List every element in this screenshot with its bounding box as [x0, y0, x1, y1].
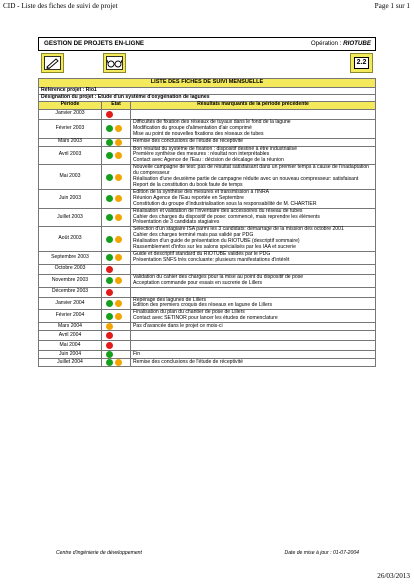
section-badge	[350, 53, 373, 73]
row-results	[131, 331, 376, 341]
orange-status-icon	[115, 300, 122, 307]
result-line: Cahier des charges du dispositif de pose: commencé, mais reprendre les éléments	[133, 213, 320, 220]
result-line: Guide et descriptif standard du RIOTUBE validés par le PDG	[133, 250, 271, 257]
orange-status-icon	[115, 139, 122, 146]
row-results	[131, 351, 376, 359]
table-row[interactable]	[39, 165, 376, 190]
result-line: Fin	[133, 350, 141, 357]
result-line: Cahier des charges terminé mais pas validé par PDG	[133, 232, 254, 239]
result-line: Rassemblement d'infos sur les salons spécialisés par les IAA et sucrerie	[133, 244, 296, 251]
orange-status-icon	[106, 323, 113, 330]
footer-update-date: Date de mise à jour : 01-07-2004	[284, 550, 359, 556]
row-state	[102, 323, 131, 331]
table-row[interactable]	[39, 109, 376, 119]
row-period: Septembre 2003	[39, 251, 102, 264]
print-date: 26/03/2013	[377, 572, 410, 580]
result-line: Pas d'avancée dans le projet ce mois-ci	[133, 322, 223, 329]
column-header-period: Période	[39, 101, 102, 109]
row-period: Juillet 2004	[39, 359, 102, 367]
row-period: Mai 2004	[39, 341, 102, 351]
table-row[interactable]	[39, 287, 376, 297]
row-results	[131, 341, 376, 351]
result-line: Finalisation du plan du chantier de pose de Lillers	[133, 309, 245, 316]
table-row[interactable]	[39, 208, 376, 227]
orange-status-icon	[115, 359, 122, 366]
result-line: Constitution du groupe d'industrialisation sous la responsabilité de M. CHARTIER	[133, 200, 317, 207]
result-line: Difficultés de fixation des réseaux de tuyaux dans le fond de la lagune	[133, 118, 291, 125]
orange-status-icon	[115, 236, 122, 243]
green-status-icon	[106, 236, 113, 243]
orange-status-icon	[115, 214, 122, 221]
row-period: Février 2003	[39, 119, 102, 138]
green-status-icon	[106, 152, 113, 159]
operation-value: RIOTUBE	[343, 40, 371, 47]
row-results	[131, 189, 376, 208]
footer-organisation: Centre d'ingénierie de développement	[56, 550, 142, 556]
green-status-icon	[106, 313, 113, 320]
result-line: Réalisation et validation de l'inventaire des accessoires du réseau de tubes	[133, 207, 303, 214]
project-reference: Référence projet : Rio1	[39, 88, 376, 95]
row-period: Octobre 2003	[39, 264, 102, 274]
row-results	[131, 119, 376, 138]
row-results	[131, 138, 376, 146]
orange-status-icon	[115, 313, 122, 320]
row-results	[131, 227, 376, 252]
result-line: Acceptation commande pour essais en sucrerie de Lillers	[133, 279, 263, 286]
row-state	[102, 227, 131, 252]
row-period: Juin 2004	[39, 351, 102, 359]
row-period: Juillet 2003	[39, 208, 102, 227]
row-state	[102, 109, 131, 119]
app-title: GESTION DE PROJETS EN-LIGNE	[44, 40, 145, 47]
green-status-icon	[106, 195, 113, 202]
row-state	[102, 138, 131, 146]
row-state	[102, 287, 131, 297]
result-line: Réalisation d'une deuxième partie de campagne réduite avec un nouveau compresseur: satisfaisant	[133, 176, 359, 183]
result-line: Edition de la synthèse des mesures et transmission à l'INRA	[133, 188, 270, 195]
orange-status-icon	[115, 277, 122, 284]
result-line: Report de la constitution du book faute de temps	[133, 181, 243, 188]
result-line: Sélection d'un stagiaire ISA parmi les 3 candidats: démarrage de la mission dès octobre 2001	[133, 226, 344, 233]
row-results	[131, 287, 376, 297]
pen-icon	[44, 56, 61, 70]
result-line: Réunion Agence de l'Eau reportée en Septembre	[133, 194, 244, 201]
row-state	[102, 146, 131, 165]
document-title: CID - Liste des fiches de suivi de projet	[3, 2, 118, 10]
row-period: Février 2004	[39, 310, 102, 323]
result-line: Mise au point de nouvelles fixations des réseaux de tubes	[133, 130, 264, 137]
edit-button[interactable]	[41, 53, 64, 73]
green-status-icon	[106, 125, 113, 132]
row-state	[102, 274, 131, 287]
green-status-icon	[106, 351, 113, 358]
table-row[interactable]	[39, 274, 376, 287]
column-header-results: Résultats marquants de la période précédente	[131, 101, 376, 109]
table-row[interactable]	[39, 251, 376, 264]
row-results	[131, 359, 376, 367]
red-status-icon	[106, 332, 113, 339]
result-line: Edition des premiers croquis des réseaux en lagune de Lillers	[133, 302, 273, 309]
section-number: 2.2	[354, 57, 369, 69]
row-period: Juin 2003	[39, 189, 102, 208]
row-results	[131, 274, 376, 287]
row-state	[102, 165, 131, 190]
app-header	[38, 37, 376, 51]
view-button[interactable]	[103, 53, 126, 73]
orange-status-icon	[115, 254, 122, 261]
result-line: Contact avec Agence de l'Eau : décision de décalage de la réunion	[133, 157, 284, 164]
row-state	[102, 351, 131, 359]
table-row[interactable]	[39, 264, 376, 274]
green-status-icon	[106, 277, 113, 284]
result-line: Réalisation d'un guide de présentation du RIOTUBE (descriptif sommaire)	[133, 238, 300, 245]
row-results	[131, 208, 376, 227]
row-state	[102, 119, 131, 138]
row-period: Avril 2003	[39, 146, 102, 165]
result-line: Remise des conclusions de l'étude de réceptivité	[133, 138, 243, 145]
table-row[interactable]	[39, 351, 376, 359]
row-results	[131, 323, 376, 331]
row-period: Janvier 2004	[39, 297, 102, 310]
print-header	[0, 0, 414, 12]
row-state	[102, 331, 131, 341]
table-row[interactable]	[39, 146, 376, 165]
row-state	[102, 341, 131, 351]
green-status-icon	[106, 174, 113, 181]
result-line: Nouvelle campagne de test: pas de résultat satisfaisant dans un premier temps à cause de l'inadaptation du compresseur	[133, 164, 369, 177]
table-row[interactable]	[39, 297, 376, 310]
result-line: Présentation de 3 candidats stagiaires	[133, 219, 220, 226]
red-status-icon	[106, 342, 113, 349]
page-number: Page 1 sur 1	[374, 2, 410, 10]
table-row[interactable]	[39, 341, 376, 351]
table-row[interactable]	[39, 310, 376, 323]
row-period: Novembre 2003	[39, 274, 102, 287]
result-line: Remise des conclusions de l'étude de réceptivité	[133, 358, 243, 365]
row-state	[102, 310, 131, 323]
table-row[interactable]	[39, 119, 376, 138]
orange-status-icon	[115, 152, 122, 159]
table-row[interactable]	[39, 138, 376, 146]
table-row[interactable]	[39, 189, 376, 208]
followup-table	[38, 78, 376, 367]
row-period: Mars 2004	[39, 323, 102, 331]
row-results	[131, 310, 376, 323]
row-period: Avril 2004	[39, 331, 102, 341]
table-title: LISTE DES FICHES DE SUIVI MENSUELLE	[39, 79, 376, 88]
green-status-icon	[106, 214, 113, 221]
row-state	[102, 251, 131, 264]
table-row[interactable]	[39, 227, 376, 252]
table-row[interactable]	[39, 323, 376, 331]
row-period: Mai 2003	[39, 165, 102, 190]
row-state	[102, 359, 131, 367]
row-period: Décembre 2003	[39, 287, 102, 297]
row-results	[131, 264, 376, 274]
row-results	[131, 146, 376, 165]
row-period: Mars 2003	[39, 138, 102, 146]
result-line: Présentation SNFS très concluante: plusieurs manifestations d'intérêt	[133, 256, 290, 263]
red-status-icon	[106, 266, 113, 273]
column-header-state: Etat	[102, 101, 131, 109]
project-designation: Désignation du projet : Etude d'un système d'oxygénation de lagunes	[39, 94, 376, 101]
row-results	[131, 251, 376, 264]
orange-status-icon	[115, 125, 122, 132]
green-status-icon	[106, 254, 113, 261]
result-line: Validation du cahier des charges pour la mise au point du dispositif de pose	[133, 273, 304, 280]
row-period: Janvier 2003	[39, 109, 102, 119]
table-row[interactable]	[39, 359, 376, 367]
result-line: Modification du groupe d'alimentation d'air comprimé	[133, 124, 252, 131]
table-row[interactable]	[39, 331, 376, 341]
glasses-icon	[106, 56, 123, 70]
row-results	[131, 297, 376, 310]
green-status-icon	[106, 300, 113, 307]
row-state	[102, 189, 131, 208]
green-status-icon	[106, 359, 113, 366]
row-state	[102, 297, 131, 310]
icon-toolbar	[38, 53, 376, 75]
result-line: Première synthèse des mesures : résultat non interprétables	[133, 151, 270, 158]
row-state	[102, 264, 131, 274]
red-status-icon	[106, 111, 113, 118]
row-results	[131, 109, 376, 119]
orange-status-icon	[115, 174, 122, 181]
row-state	[102, 208, 131, 227]
orange-status-icon	[115, 195, 122, 202]
operation-label: Opération : RIOTUBE	[310, 40, 371, 47]
row-period: Août 2003	[39, 227, 102, 252]
red-status-icon	[106, 289, 113, 296]
green-status-icon	[106, 139, 113, 146]
row-results	[131, 165, 376, 190]
result-line: Bon résultat du système de fixation : dispositif destiné à être industrialisé	[133, 145, 297, 152]
result-line: Contact avec SETINOR pour lancer les études de nomenclature	[133, 315, 278, 322]
result-line: Repérage des lagunes de Lillers	[133, 296, 207, 303]
